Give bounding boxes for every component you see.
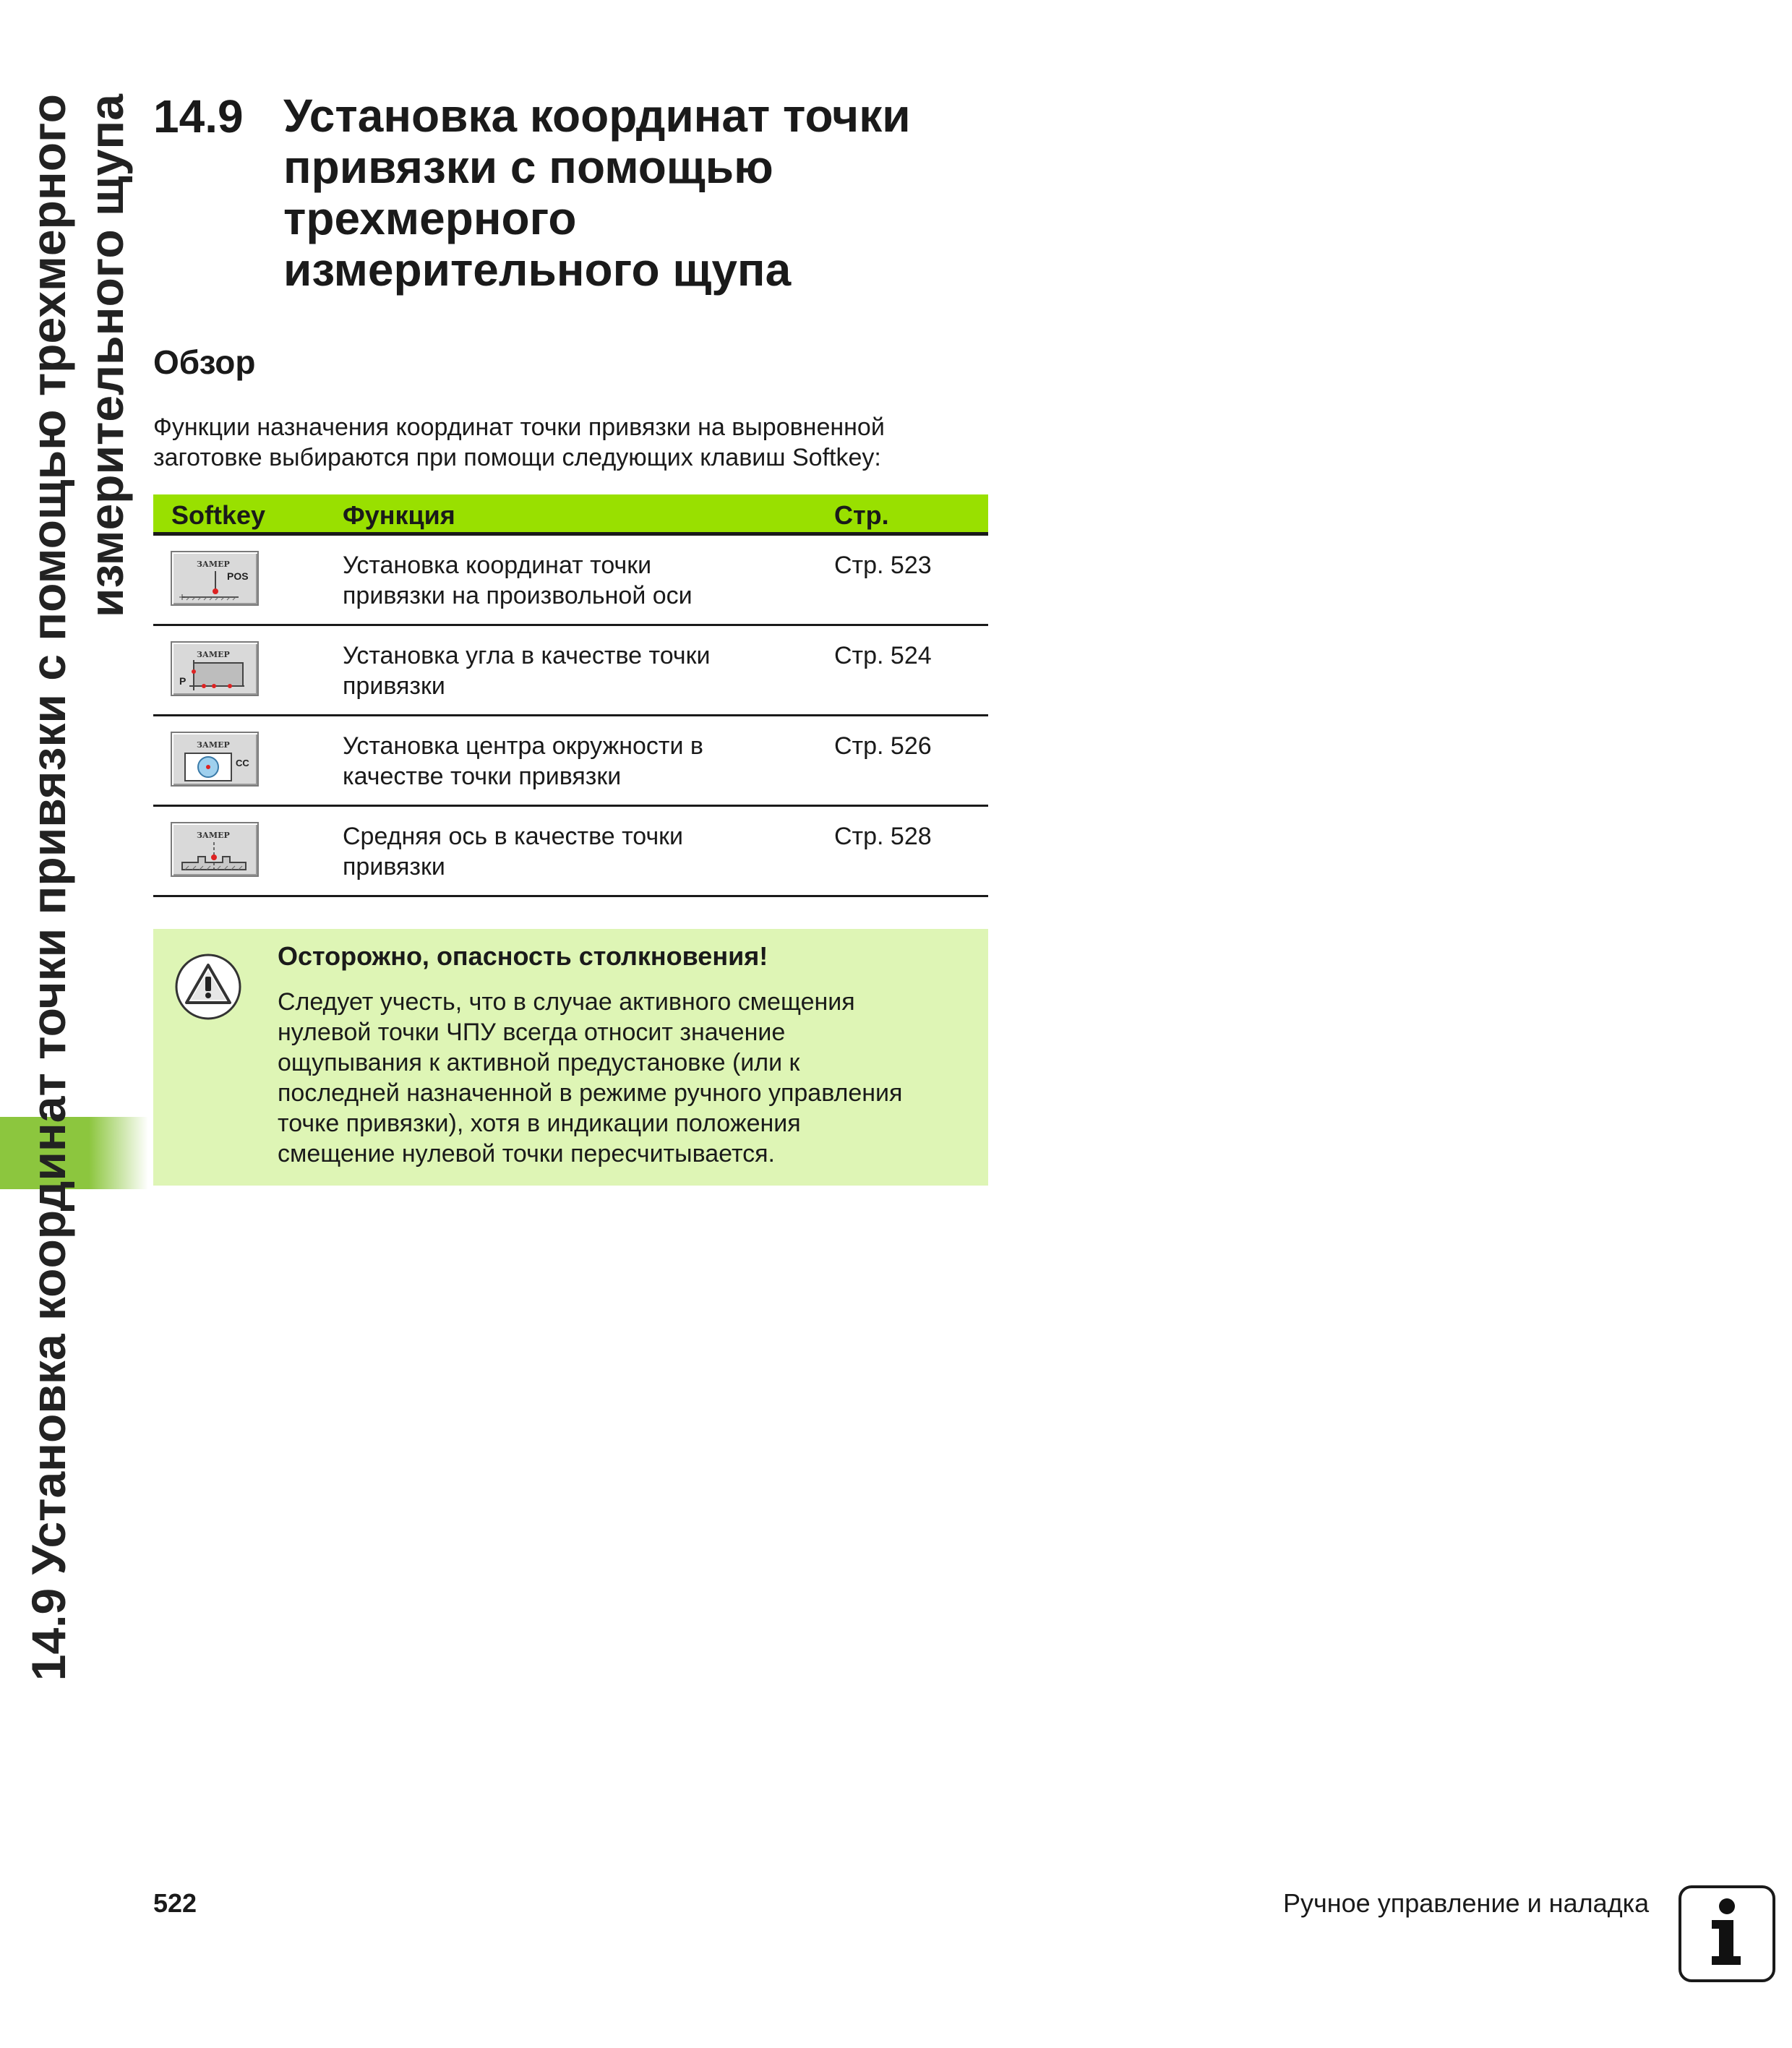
side-header-line2: измерительного щупа — [80, 94, 133, 618]
key-side-label: P — [179, 675, 187, 687]
side-header — [22, 94, 145, 1713]
warning-line: Следует учесть, что в случае активного смещения — [278, 988, 855, 1016]
table-row — [153, 536, 988, 626]
table-row — [153, 807, 988, 897]
zamer-p-softkey-icon[interactable] — [171, 641, 259, 696]
function-line: Средняя ось в качестве точки — [343, 823, 684, 850]
function-line: привязки на произвольной оси — [343, 582, 693, 609]
warning-line: ощупывания к активной предустановке (или к — [278, 1049, 800, 1076]
zamer-pos-softkey-icon[interactable] — [171, 551, 259, 606]
column-header-page: Стр. — [834, 500, 889, 530]
intro-paragraph — [153, 412, 1006, 473]
function-line: качестве точки привязки — [343, 763, 622, 790]
zamer-axis-softkey-icon[interactable] — [171, 822, 259, 877]
warning-box — [153, 929, 988, 1186]
key-top-label: ЗАМЕР — [197, 650, 230, 659]
column-header-softkey: Softkey — [171, 500, 266, 530]
key-top-label: ЗАМЕР — [197, 740, 230, 750]
page-reference: Стр. 523 — [834, 552, 932, 579]
function-line: Установка координат точки — [343, 552, 652, 579]
key-top-label: ЗАМЕР — [197, 831, 230, 840]
section-number: 14.9 — [153, 90, 244, 142]
page-title — [283, 90, 1006, 296]
chapter-title: Ручное управление и наладка — [1283, 1888, 1650, 1918]
table-row — [153, 716, 988, 807]
intro-line: заготовке выбираются при помощи следующих клавиш Softkey: — [153, 444, 881, 471]
warning-line: смещение нулевой точки пересчитывается. — [278, 1140, 775, 1167]
function-line: Установка угла в качестве точки — [343, 642, 711, 669]
intro-line: Функции назначения координат точки привязки на выровненной — [153, 414, 885, 441]
page-number: 522 — [153, 1888, 197, 1918]
page-reference: Стр. 528 — [834, 823, 932, 850]
warning-line: точке привязки), хотя в индикации положения — [278, 1110, 801, 1137]
section-title: Обзор — [153, 343, 256, 381]
function-line: Установка центра окружности в — [343, 732, 703, 760]
key-side-label: CC — [236, 758, 249, 768]
warning-line: последней назначенной в режиме ручного управления — [278, 1079, 903, 1107]
page-reference: Стр. 526 — [834, 732, 932, 760]
table-row — [153, 626, 988, 716]
warning-title: Осторожно, опасность столкновения! — [278, 941, 768, 971]
function-line: привязки — [343, 672, 445, 700]
zamer-cc-softkey-icon[interactable] — [171, 732, 259, 787]
table-header — [153, 494, 988, 536]
softkey-table — [153, 494, 988, 897]
page-title-line: Установка координат точки — [283, 90, 911, 142]
function-description — [343, 731, 820, 792]
key-top-label: ЗАМЕР — [197, 560, 230, 569]
column-header-function: Функция — [343, 500, 455, 530]
warning-line: нулевой точки ЧПУ всегда относит значение — [278, 1019, 786, 1046]
warning-icon — [173, 952, 243, 1021]
key-side-label: POS — [227, 570, 249, 582]
page-reference: Стр. 524 — [834, 642, 932, 669]
function-line: привязки — [343, 853, 445, 881]
page-title-line: привязки с помощью — [283, 141, 773, 193]
side-header-line1: 14.9 Установка координат точки привязки с помощью трехмерного — [22, 94, 75, 1681]
function-description — [343, 550, 820, 611]
page-title-line: трехмерного — [283, 192, 577, 244]
warning-text — [278, 987, 979, 1169]
function-description — [343, 640, 820, 701]
function-description — [343, 821, 820, 882]
page-title-line: измерительного щупа — [283, 244, 792, 296]
info-icon — [1679, 1885, 1775, 1982]
